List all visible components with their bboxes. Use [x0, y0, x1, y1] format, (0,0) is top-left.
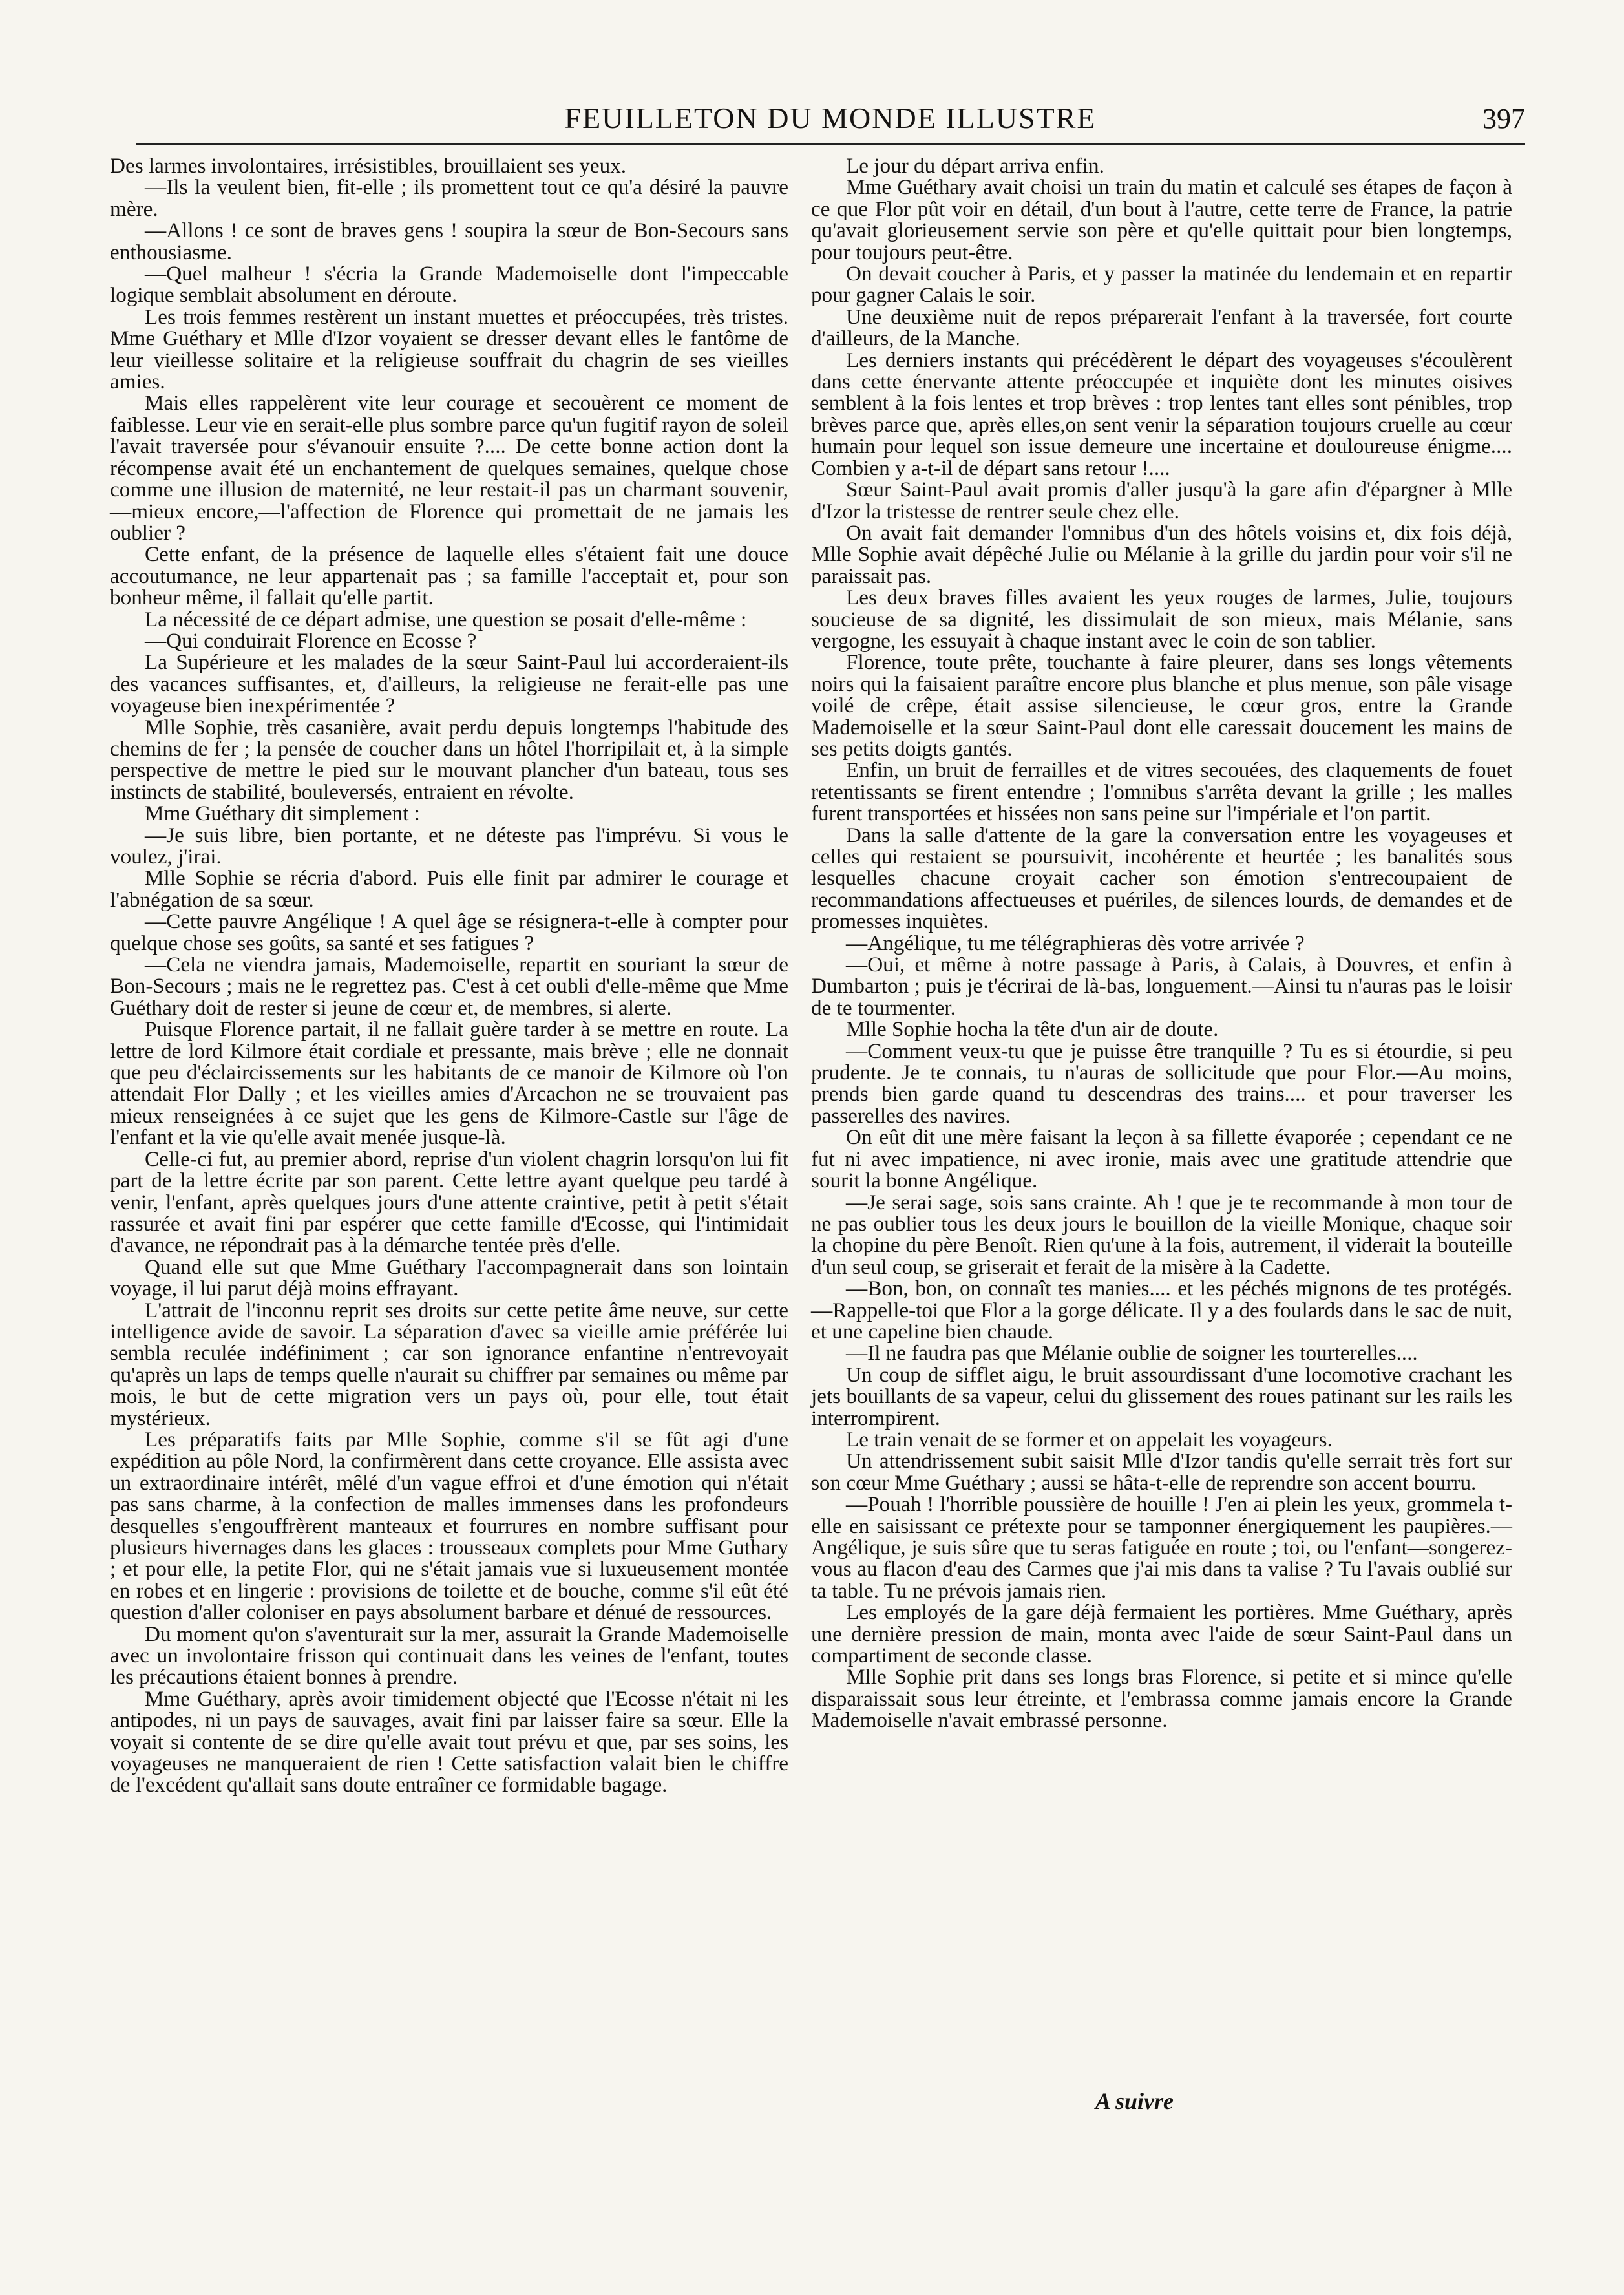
left-column [110, 155, 788, 1796]
paragraph: —Qui conduirait Florence en Ecosse ? [145, 628, 477, 653]
paragraph: —Je serai sage, sois sans crainte. Ah ! que je te recommande à mon tour de ne pas oublier tous les deux jours le bouillon de la vieille Monique, chaque soir la chopine du père Benoît. Rien qu'une à la fois, autrement, il viderait la bouteille d'un seul coup, se griserait et ferait de la misère à la Cadette. [811, 1190, 1512, 1279]
paragraph: Les trois femmes restèrent un instant muettes et préoccupées, très tristes. Mme Guéthary et Mlle d'Izor voyaient se dresser devant elles le fantôme de leur vieillesse solitaire et la religieuse souffrait du chagrin de ses vieilles amies. [110, 304, 788, 394]
header-rule [136, 143, 1525, 145]
page-header [136, 97, 1525, 142]
paragraph: Les employés de la gare déjà fermaient les portières. Mme Guéthary, après une dernière pression de main, monta avec l'aide de sœur Saint-Paul dans un compartiment de seconde classe. [811, 1600, 1512, 1668]
paragraph: Sœur Saint-Paul avait promis d'aller jusqu'à la gare afin d'épargner à Mlle d'Izor la tristesse de rentrer seule chez elle. [811, 478, 1512, 524]
paragraph: On devait coucher à Paris, et y passer la matinée du lendemain et en repartir pour gagner Calais le soir. [811, 262, 1512, 308]
paragraph: Mlle Sophie, très casanière, avait perdu depuis longtemps l'habitude des chemins de fer ; la pensée de coucher dans un hôtel l'horripilait et, à la simple perspective de mettre le pied sur le mouvant plancher d'un bateau, tous ses instincts de stabilité, bouleversés, entraient en révolte. [110, 715, 788, 804]
paragraph: —Cela ne viendra jamais, Mademoiselle, repartit en souriant la sœur de Bon-Secours ; mais ne le regrettez pas. C'est à cet oubli d'elle-même que Mme Guéthary doit de rester si jeune de cœur et, de membres, si alerte. [110, 953, 788, 1020]
paragraph: —Quel malheur ! s'écria la Grande Mademoiselle dont l'impeccable logique semblait absolument en déroute. [110, 262, 788, 308]
paragraph: La nécessité de ce départ admise, une question se posait d'elle-même : [145, 607, 747, 631]
paragraph: Florence, toute prête, touchante à faire pleurer, dans ses longs vêtements noirs qui la faisaient paraître encore plus blanche et plus menue, son pâle visage voilé de crêpe, était assise silencieuse, le cœur gros, entre la Grande Mademoiselle et la sœur Saint-Paul dont elle caressait doucement les mains de ses petits doigts gantés. [811, 650, 1512, 761]
paragraph: Mme Guéthary avait choisi un train du matin et calculé ses étapes de façon à ce que Flor pût voir en détail, d'un bout à l'autre, cette terre de France, la patrie qu'avait glorieusement servie son père et qu'elle quittait pour bien longtemps, pour toujours peut-être. [811, 175, 1512, 264]
running-title: FEUILLETON DU MONDE ILLUSTRE [564, 101, 1097, 134]
paragraph: —Bon, bon, on connaît tes manies.... et les péchés mignons de tes protégés.—Rappelle-toi que Flor a la gorge délicate. Il y a des foulards dans le sac de nuit, et une capeline bien chaude. [811, 1276, 1512, 1344]
paragraph: Enfin, un bruit de ferrailles et de vitres secouées, des claquements de fouet retentissants se firent entendre ; l'omnibus s'arrêta devant la grille ; les malles furent transportées et hissées non sans peine sur l'impériale et l'on partit. [811, 758, 1512, 826]
paragraph: Les derniers instants qui précédèrent le départ des voyageuses s'écoulèrent dans cette énervante attente préoccupée et inquiète dont les minutes oisives semblent à la fois lentes et trop brèves : trop lentes tant elles sont pénibles, trop brèves parce que, après elles,on sent venir la séparation toujours cruelle au cœur humain pour lequel son issue demeure une incertaine et douloureuse énigme.... Combien y a-t-il de départ sans retour !.... [811, 348, 1512, 480]
paragraph: Mlle Sophie prit dans ses longs bras Florence, si petite et si mince qu'elle disparaissait sous leur étreinte, et l'embrassa comme jamais encore la Grande Mademoiselle n'avait embrassé personne. [811, 1665, 1512, 1733]
paragraph: —Ils la veulent bien, fit-elle ; ils promettent tout ce qu'a désiré la pauvre mère. [110, 175, 788, 221]
paragraph: On eût dit une mère faisant la leçon à sa fillette évaporée ; cependant ce ne fut ni avec impatience, ni avec ironie, mais avec une gratitude attendrie que sourit la bonne Angélique. [811, 1125, 1512, 1193]
paragraph: Une deuxième nuit de repos préparerait l'enfant à la traversée, fort courte d'ailleurs, de la Manche. [811, 304, 1512, 351]
paragraph: Celle-ci fut, au premier abord, reprise d'un violent chagrin lorsqu'on lui fit part de la lettre écrite par son parent. Cette lettre ayant quelque peu tardé à venir, l'enfant, après quelques jours d'une attente craintive, petit à petit s'était rassurée et avait fini par espérer que cette famille d'Ecosse, qui l'intimidait d'avance, ne répondrait pas à la démarche tentée près d'elle. [110, 1147, 788, 1258]
paragraph: Mme Guéthary dit simplement : [145, 801, 420, 826]
paragraph: Cette enfant, de la présence de laquelle elles s'étaient fait une douce accoutumance, ne leur appartenait pas ; sa famille l'acceptait et, pour son bonheur même, il fallait qu'elle partit. [110, 542, 788, 610]
paragraph: Le train venait de se former et on appelait les voyageurs. [846, 1427, 1333, 1452]
paragraph: Du moment qu'on s'aventurait sur la mer, assurait la Grande Mademoiselle avec un involontaire frisson qui continuait dans les veines de l'enfant, toutes les précautions étaient bonnes à prendre. [110, 1622, 788, 1689]
paragraph: Un coup de sifflet aigu, le bruit assourdissant d'une locomotive crachant les jets bouillants de sa vapeur, celui du glissement des roues patinant sur les rails les interrompirent. [811, 1362, 1512, 1430]
paragraph: —Angélique, tu me télégraphieras dès votre arrivée ? [846, 931, 1305, 955]
paragraph: Quand elle sut que Mme Guéthary l'accompagnerait dans son lointain voyage, il lui parut déjà moins effrayant. [110, 1254, 788, 1301]
paragraph: Mme Guéthary, après avoir timidement objecté que l'Ecosse n'était ni les antipodes, ni un pays de sauvages, avait fini par laisser faire sa sœur. Elle la voyait si contente de se dire qu'elle avait tout prévu et que, par ses soins, les voyageuses ne manqueraient de rien ! Cette satisfaction valait bien le chiffre de l'excédent qu'allait sans doute entraîner ce formidable bagage. [110, 1686, 788, 1797]
page-number: 397 [1482, 103, 1525, 134]
paragraph: —Pouah ! l'horrible poussière de houille ! J'en ai plein les yeux, grommela t-elle en saisissant ce prétexte pour se tamponner énergiquement les paupières.—Angélique, je suis sûre que tu seras fatiguée en route ; toi, ou l'enfant—songerez-vous au flacon d'eau des Carmes que j'ai mis dans ta valise ? Tu l'avais oublié sur ta table. Tu ne prévois jamais rien. [811, 1492, 1512, 1603]
paragraph: Un attendrissement subit saisit Mlle d'Izor tandis qu'elle serrait très fort sur son cœur Mme Guéthary ; aussi se hâta-t-elle de reprendre son accent bourru. [811, 1449, 1512, 1495]
paragraph: —Je suis libre, bien portante, et ne déteste pas l'imprévu. Si vous le voulez, j'irai. [110, 823, 788, 869]
paragraph: Puisque Florence partait, il ne fallait guère tarder à se mettre en route. La lettre de lord Kilmore était cordiale et pressante, mais brève ; elle ne donnait que peu d'éclaircissements sur les habitants de ce manoir de Kilmore où l'on attendait Flor Dally ; et les vieilles amies d'Arcachon ne se trouvaient pas mieux renseignées à ce sujet que les gens de Kilmore-Castle sur l'âge de l'enfant et la vie qu'elle avait menée jusque-là. [110, 1017, 788, 1150]
paragraph: L'attrait de l'inconnu reprit ses droits sur cette petite âme neuve, sur cette intelligence avide de savoir. La séparation d'avec sa vieille amie préférée lui sembla reculée indéfiniment ; car son ignorance enfantine n'entrevoyait qu'après un laps de temps quelle n'aurait su chiffrer par semaines ou même par mois, le but de cette migration vers un pays où, pour elle, tout était mystérieux. [110, 1298, 788, 1430]
paragraph: Mlle Sophie hocha la tête d'un air de doute. [846, 1017, 1219, 1042]
continuation-note: A suivre [1095, 2088, 1174, 2114]
paragraph: Des larmes involontaires, irrésistibles, brouillaient ses yeux. [110, 154, 627, 178]
paragraph: Le jour du départ arriva enfin. [846, 154, 1104, 178]
paragraph: —Oui, et même à notre passage à Paris, à Calais, à Douvres, et enfin à Dumbarton ; puis je t'écrirai de là-bas, longuement.—Ainsi tu n'auras pas le loisir de te tourmenter. [811, 953, 1512, 1020]
paragraph: Les préparatifs faits par Mlle Sophie, comme s'il se fût agi d'une expédition au pôle Nord, la confirmèrent dans cette croyance. Elle assista avec un extraordinaire intérêt, mêlé d'un vague effroi et d'une émotion qui n'était pas sans charme, à la confection de malles immenses dans les profondeurs desquelles s'engouffrèrent manteaux et fourrures en nombre suffisant pour plusieurs hivernages dans les glaces : trousseaux complets pour Mme Guthary ; et pour elle, la petite Flor, qui ne s'était jamais vue si luxueusement montée en robes et en lingerie : provisions de toilette et de bouche, comme s'il eût été question d'aller coloniser en pays absolument barbare et dénué de ressources. [110, 1427, 788, 1625]
paragraph: On avait fait demander l'omnibus d'un des hôtels voisins et, dix fois déjà, Mlle Sophie avait dépêché Julie ou Mélanie à la grille du jardin pour voir s'il ne paraissait pas. [811, 520, 1512, 588]
paragraph: —Comment veux-tu que je puisse être tranquille ? Tu es si étourdie, si peu prudente. Je te connais, tu n'auras de sollicitude que pour Flor.—Au moins, prends bien garde quand tu descendras des trains.... et pour traverser les passerelles des navires. [811, 1039, 1512, 1128]
paragraph: —Il ne faudra pas que Mélanie oublie de soigner les tourterelles.... [846, 1341, 1418, 1366]
paragraph: Les deux braves filles avaient les yeux rouges de larmes, Julie, toujours soucieuse de sa dignité, les dissimulait de son mieux, mais Mélanie, sans vergogne, les essuyait à chaque instant avec le coin de son tablier. [811, 586, 1512, 653]
paragraph: Dans la salle d'attente de la gare la conversation entre les voyageuses et celles qui restaient se poursuivit, incohérente et heurtée ; les banalités sous lesquelles chacune croyait cacher son émotion s'entrecoupaient de recommandations affectueuses et puériles, de silences lourds, de demandes et de promesses inquiètes. [811, 823, 1512, 934]
paragraph: —Cette pauvre Angélique ! A quel âge se résignera-t-elle à compter pour quelque chose ses goûts, sa santé et ses fatigues ? [110, 909, 788, 955]
paragraph: —Allons ! ce sont de braves gens ! soupira la sœur de Bon-Secours sans enthousiasme. [110, 218, 788, 264]
paragraph: La Supérieure et les malades de la sœur Saint-Paul lui accorderaient-ils des vacances suffisantes, et, d'ailleurs, la religieuse ne ferait-elle pas une voyageuse bien inexpérimentée ? [110, 650, 788, 718]
paragraph: Mais elles rappelèrent vite leur courage et secouèrent ce moment de faiblesse. Leur vie en serait-elle plus sombre parce qu'un fugitif rayon de soleil l'avait traversée pour s'évanouir ensuite ?.... De cette bonne action dont la récompense avait été un enchantement de quelques semaines, quelque chose comme une illusion de maternité, ne leur restait-il pas un charmant souvenir,—mieux encore,—l'affection de Florence qui promettait de ne jamais les oublier ? [110, 391, 788, 545]
paragraph: Mlle Sophie se récria d'abord. Puis elle finit par admirer le courage et l'abnégation de sa sœur. [110, 866, 788, 912]
right-column [811, 155, 1512, 1731]
